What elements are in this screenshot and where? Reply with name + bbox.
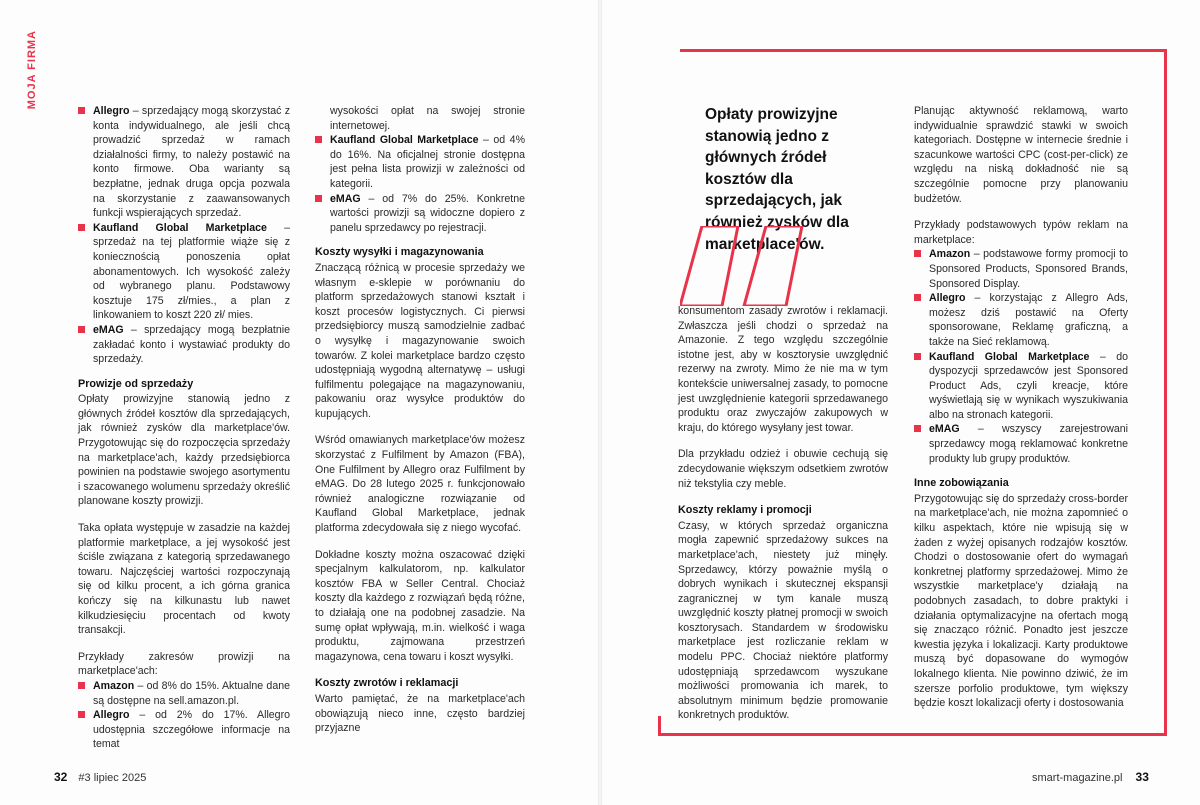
commission-list [78,679,290,752]
list-item-bold: Allegro [93,105,130,117]
bullet-icon [78,682,85,689]
paragraph: Planując aktywność reklamową, warto indywidualnie sprawdzić stawki w swoich kategoriach. Dostępne w internecie średnie i szacunkowe wartości CPC (cost-per-click) ze względu na niską dokładność nie są szczególnie pomocne przy planowaniu budżetów. [914,105,1128,205]
footer-left [54,770,146,784]
bullet-icon [315,136,322,143]
ads-list [914,247,1128,466]
list-item [914,291,1128,349]
page-number-left: 32 [54,770,68,784]
bullet-icon [315,195,322,202]
column-1 [78,104,290,762]
column-2 [315,104,525,748]
paragraph: Dla przykładu odzież i obuwie cechują się zdecydowanie większym odsetkiem zwrotów niż tekstylia czy meble. [678,448,888,490]
list-item-text: – sprzedający mogą bezpłatnie zakładać konto i wystawiać produkty do sprzedaży. [93,323,290,366]
frame-top-line [680,49,1167,52]
page-gutter [598,0,602,805]
paragraph: konsumentom zasady zwrotów i reklamacji. Zwłaszcza jeśli chodzi o sprzedaż na Amazonie. Z tego względu szczególnie istotne jest, aby w kosztorysie uwzględnić rezerwy na zwroty. Mimo że nie ma w tym kontekście uniwersalnej zasady, to pomocne jest uwzględnienie kategorii sprzedawanego produktu oraz zwyczajów zakupowych w kraju, do którego wysyłany jest towar. [678,305,888,434]
list-item [914,350,1128,423]
paragraph: Przykłady podstawowych typów reklam na marketplace: [914,219,1128,246]
list-item-text: – sprzedaż na tej platformie wiąże się z koniecznością ponoszenia opłat abonamentowych. Ich wysokość zależy od wybranego planu. Podstawowy kosztuje 175 zł/mies., a plan z linkowaniem to koszt 220 zł/ mies. [93,221,290,322]
column-3 [678,304,888,735]
website-url: smart-magazine.pl [1032,772,1123,784]
list-item-text: – od 4% do 16%. Na oficjalnej stronie dostępna jest pełna lista prowizji w zależności od kategorii. [330,134,525,190]
paragraph: Opłaty prowizyjne stanowią jedno z głównych źródeł kosztów dla sprzedających, jak również zysków dla marketplace'ów. Przygotowując się do rozpoczęcia sprzedaży na marketplace'ach, każdy przedsiębiorca powinien na podstawie swojego asortymentu i szacowanego wolumenu sprzedaży określić planowane koszty prowizji. [78,393,290,508]
list-item-text: – podstawowe formy promocji to Sponsored Products, Sponsored Brands, Sponsored Display. [929,248,1128,290]
list-item [315,192,525,236]
bullet-icon [914,353,921,360]
list-item-text: – korzystając z Allegro Ads, możesz dziś postawić na Oferty sponsorowane, Reklamę graficzną, a także na Sieć reklamową. [929,292,1128,348]
account-list [78,104,290,367]
list-item-bold: eMAG [929,423,960,436]
section-tag: MOJA FIRMA [26,30,38,110]
paragraph: Warto pamiętać, że na marketplace'ach obowiązują nieco inne, często bardziej przyjazne [315,692,525,735]
section-heading: Inne zobowiązania [914,477,1009,490]
paragraph: Przykłady zakresów prowizji na marketplace'ach: [78,650,290,678]
list-item-bold: Amazon [93,679,135,692]
list-item-bold: eMAG [93,323,124,336]
paragraph: Przygotowując się do sprzedaży cross-border na marketplace'ach, nie można zapomnieć o kilku aspektach, które nie wpisują się w żaden z wyżej opisanych rodzajów kosztów. Chodzi o dostosowanie ofert do wymagań konkretnej platformy sprzedażowej. Mimo że wszystkie marketplace'y działają na podobnych zasadach, to dobre praktyki i działania optymalizacyjne na ofertach mogą się znacząco różnić. Ponadto jest jeszcze kwestia języka i lokalizacji. Karty produktowe muszą być dopasowane do wymogów lokalnego klienta. Nie powinno dziwić, że im szersze porfolio produktowe, tym większy będzie koszt lokalizacji oferty i dostosowania [914,492,1128,710]
list-item [914,247,1128,291]
list-item-text: – wszyscy zarejestrowani sprzedawcy mogą reklamować konkretne produkty lub grupy produktów. [929,423,1128,465]
list-item-bold: Amazon [929,248,971,261]
list-item-text: – od 8% do 15%. Aktualne dane są dostępne na sell.amazon.pl. [93,679,290,707]
list-item-bold: Kaufland Global Marketplace [93,221,267,234]
pull-quote: Opłaty prowizyjne stanowią jedno z głównych źródeł kosztów dla sprzedających, jak również zysków dla marketplace'ów. [705,106,849,253]
section-heading: Prowizje od sprzedaży [78,377,194,390]
list-item [78,708,290,752]
bullet-icon [914,294,921,301]
list-item [315,133,525,191]
section-heading: Koszty zwrotów i reklamacji [315,677,459,690]
page-number-right: 33 [1135,770,1149,784]
paragraph: Czasy, w których sprzedaż organiczna mogła zapewnić sprzedażowy sukces na marketplace'ach, niestety już minęły. Sprzedawcy, którzy poważnie myślą o dobrych wynikach i skutecznej ekspansji zagranicznej w tym kanale muszą uwzględnić koszty płatnej promocji w swoich kosztorysach. Standardem w środowisku marketplace jest rozliczanie reklam w modelu PPC. Chociaż niektóre platformy udostępniają sprzedawcom wyszukane możliwości promowania ich marek, to absolutnym minimum będzie promowanie konkretnych produktów. [678,519,888,722]
list-item-bold: Kaufland Global Marketplace [929,350,1090,363]
bullet-icon [78,224,85,231]
paragraph: Wśród omawianych marketplace'ów możesz skorzystać z Fulfilment by Amazon (FBA), One Fulfilment by Allegro oraz Fulfilment by eMAG. Do 28 lutego 2025 r. funkcjonowało również analogiczne rozwiązanie od Kaufland Global Marketplace, jednak platforma zdecydowała się z niego wycofać. [315,434,525,535]
list-item-bold: Kaufland Global Marketplace [330,134,479,147]
issue-label: #3 lipiec 2025 [78,772,147,784]
list-item-text: – od 2% do 17%. Allegro udostępnia szczegółowe informacje na temat [93,709,290,751]
bullet-icon [914,250,921,257]
paragraph: Dokładne koszty można oszacować dzięki specjalnym kalkulatorom, np. kalkulator kosztów FBA w Seller Central. Chociaż koszty dla każdego z rozwiązań będą różne, to działają one na podobnej zasadzie. Na sumę opłat wpływają, m.in. wielkość i waga produktu, zajmowana przestrzeń magazynowa, cena towaru i koszt wysyłki. [315,548,525,663]
bullet-icon [914,425,921,432]
footer-right [1032,770,1149,784]
list-item-text: – sprzedający mogą skorzystać z konta indywidualnego, ale jeśli chcą prowadzić sprzedaż w ramach działalności firmy, to należy postawić na konto firmowe. Oba warianty są bezpłatne, jednak druga opcja pozwala na skorzystanie z zaawansowanych funkcji wspierających sprzedaż. [93,105,290,220]
frame-left-line [658,716,661,736]
paragraph: Znaczącą różnicą w procesie sprzedaży we własnym e-sklepie w porównaniu do platform sprzedażowych stanowi kształt i koszt procesów logistycznych. Ci pierwsi przedsiębiorcy muszą samodzielnie zadbać o wysyłkę i magazynowanie swoich towarów. Z kolei marketplace bardzo często udostępniają wygodną alternatywę – usługi fulfilmentu polegające na magazynowaniu, pakowaniu oraz wysyłce produktów do kupujących. [315,261,525,420]
list-item [78,679,290,708]
list-item-text: – od 7% do 25%. Konkretne wartości prowizji są widoczne dopiero z panelu sprzedawcy po rejestracji. [330,192,525,234]
list-item-text: – do dyspozycji sprzedawców jest Sponsored Product Ads, czyli kreacje, które wyświetlają się w wynikach wyszukiwania albo na stronach kategorii. [929,350,1128,421]
bullet-icon [78,326,85,333]
list-item-bold: eMAG [330,192,361,205]
list-item [78,221,290,323]
list-item-bold: Allegro [93,709,130,722]
commission-list-continued [315,133,525,235]
bullet-icon [78,711,85,718]
frame-right-line [1164,49,1167,736]
list-item-bold: Allegro [929,292,966,305]
paragraph: Taka opłata występuje w zasadzie na każdej platformie marketplace, a jej wysokość jest ściśle związana z kategorią sprzedawanego towaru. Najczęściej wartości rozpoczynają się od kilku procent, a ich górna granica kończy się na kilkunastu lub nawet kilkudziesięciu procentach od kwoty transakcji. [78,522,290,637]
list-item [78,104,290,221]
column-4 [914,104,1128,723]
section-heading: Koszty wysyłki i magazynowania [315,246,484,259]
section-heading: Koszty reklamy i promocji [678,504,812,517]
list-item [78,323,290,367]
list-item [914,422,1128,466]
paragraph: wysokości opłat na swojej stronie internetowej. [330,105,525,132]
quote-mark-icon [680,226,810,306]
bullet-icon [78,107,85,114]
